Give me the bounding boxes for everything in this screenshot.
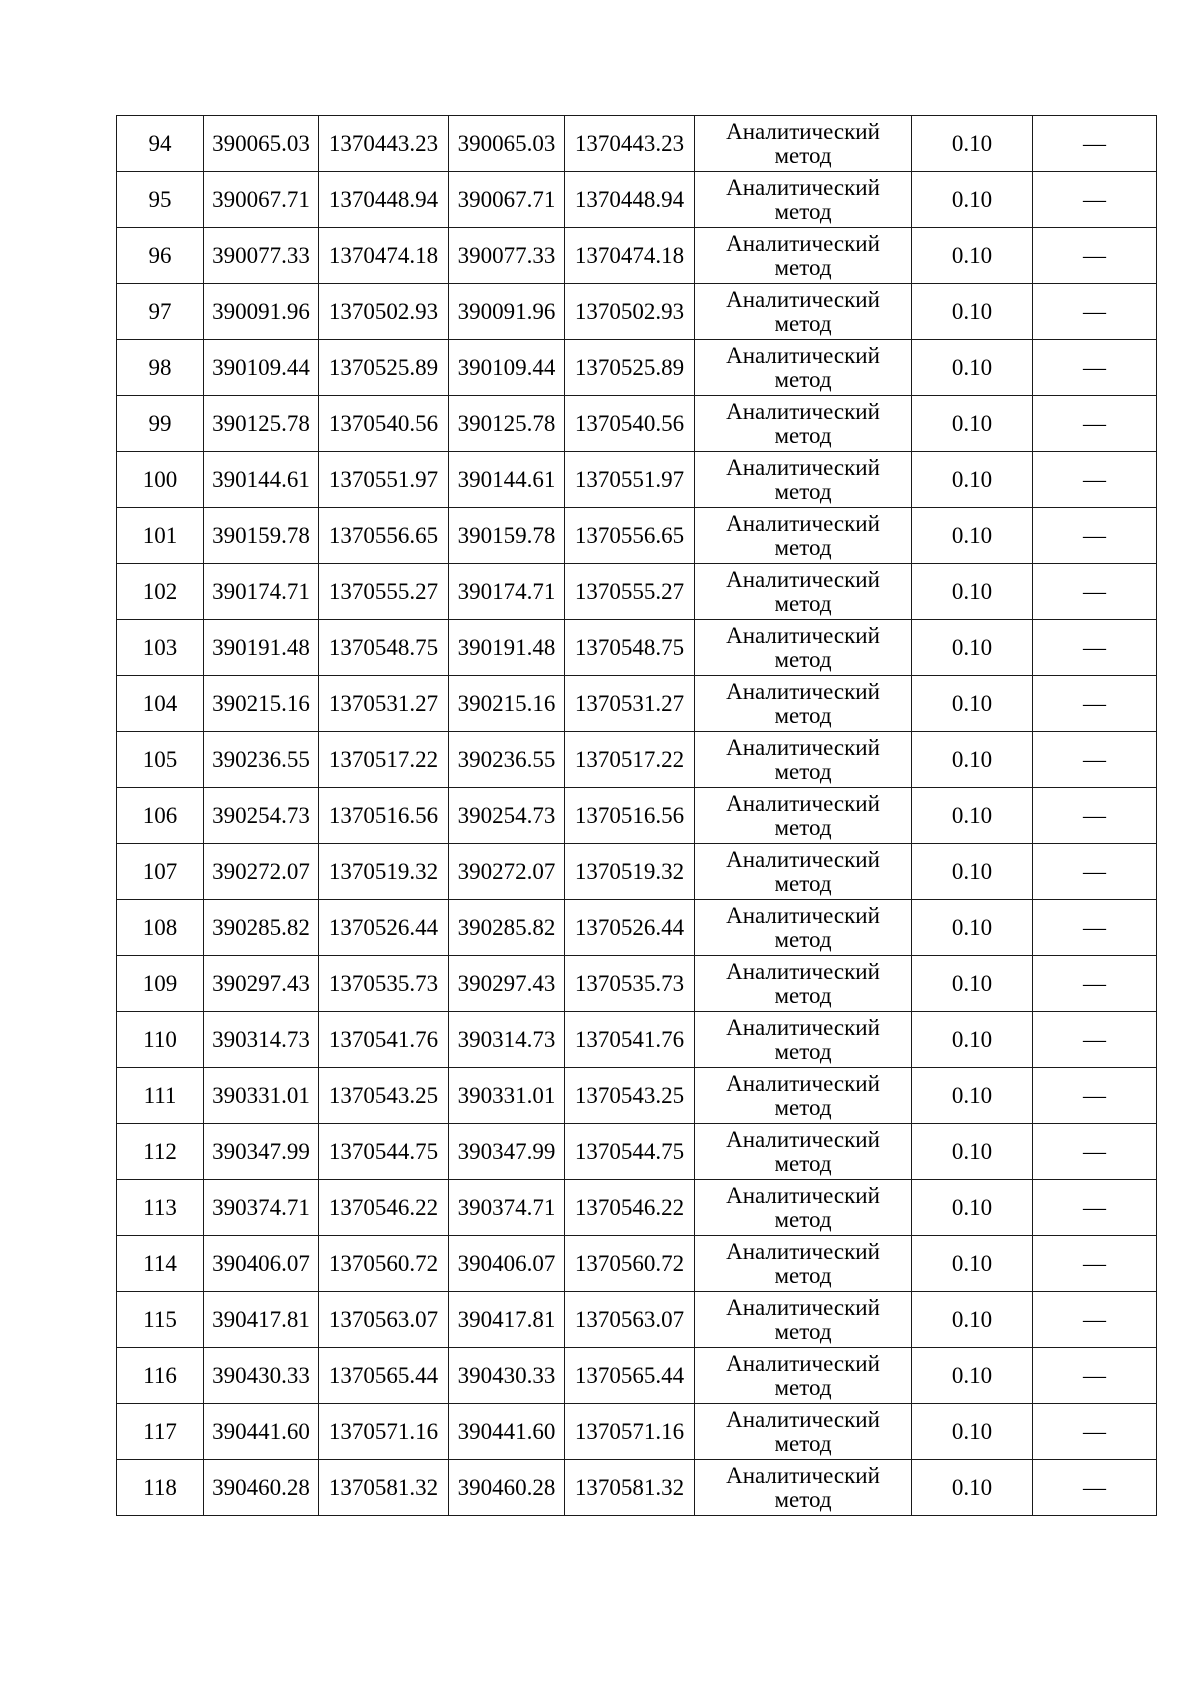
note-cell: — — [1033, 1068, 1157, 1124]
method-text: Аналитический метод — [726, 902, 880, 952]
method-text: Аналитический метод — [726, 790, 880, 840]
y-specified-cell: 1370443.23 — [565, 116, 695, 172]
y-existing-cell: 1370531.27 — [319, 676, 449, 732]
method-text: Аналитический метод — [726, 846, 880, 896]
x-existing-cell: 390109.44 — [204, 340, 319, 396]
accuracy-cell: 0.10 — [912, 396, 1033, 452]
note-cell: — — [1033, 340, 1157, 396]
x-specified-cell: 390285.82 — [449, 900, 565, 956]
point-number-cell: 102 — [117, 564, 204, 620]
note-cell: — — [1033, 900, 1157, 956]
y-specified-cell: 1370544.75 — [565, 1124, 695, 1180]
accuracy-cell: 0.10 — [912, 172, 1033, 228]
point-number-cell: 105 — [117, 732, 204, 788]
point-number-cell: 97 — [117, 284, 204, 340]
accuracy-cell: 0.10 — [912, 340, 1033, 396]
note-cell: — — [1033, 284, 1157, 340]
y-existing-cell: 1370526.44 — [319, 900, 449, 956]
note-cell: — — [1033, 564, 1157, 620]
accuracy-cell: 0.10 — [912, 732, 1033, 788]
method-text: Аналитический метод — [726, 1406, 880, 1456]
x-specified-cell: 390297.43 — [449, 956, 565, 1012]
table-row — [117, 788, 1157, 844]
point-number-cell: 94 — [117, 116, 204, 172]
accuracy-cell: 0.10 — [912, 1236, 1033, 1292]
method-cell — [695, 228, 912, 284]
method-cell — [695, 788, 912, 844]
y-specified-cell: 1370541.76 — [565, 1012, 695, 1068]
method-cell — [695, 1124, 912, 1180]
x-specified-cell: 390331.01 — [449, 1068, 565, 1124]
method-cell — [695, 564, 912, 620]
x-existing-cell: 390374.71 — [204, 1180, 319, 1236]
y-specified-cell: 1370556.65 — [565, 508, 695, 564]
note-cell: — — [1033, 788, 1157, 844]
method-cell — [695, 508, 912, 564]
method-text: Аналитический метод — [726, 398, 880, 448]
point-number-cell: 116 — [117, 1348, 204, 1404]
y-existing-cell: 1370448.94 — [319, 172, 449, 228]
x-existing-cell: 390430.33 — [204, 1348, 319, 1404]
method-text: Аналитический метод — [726, 1238, 880, 1288]
x-existing-cell: 390191.48 — [204, 620, 319, 676]
x-specified-cell: 390236.55 — [449, 732, 565, 788]
y-specified-cell: 1370546.22 — [565, 1180, 695, 1236]
table-row — [117, 900, 1157, 956]
x-existing-cell: 390159.78 — [204, 508, 319, 564]
table-row — [117, 228, 1157, 284]
method-text: Аналитический метод — [726, 1294, 880, 1344]
note-cell: — — [1033, 116, 1157, 172]
x-existing-cell: 390125.78 — [204, 396, 319, 452]
method-cell — [695, 620, 912, 676]
x-specified-cell: 390065.03 — [449, 116, 565, 172]
method-cell — [695, 732, 912, 788]
table-row — [117, 116, 1157, 172]
accuracy-cell: 0.10 — [912, 788, 1033, 844]
accuracy-cell: 0.10 — [912, 676, 1033, 732]
accuracy-cell: 0.10 — [912, 956, 1033, 1012]
y-existing-cell: 1370525.89 — [319, 340, 449, 396]
method-text: Аналитический метод — [726, 1070, 880, 1120]
note-cell: — — [1033, 1348, 1157, 1404]
accuracy-cell: 0.10 — [912, 116, 1033, 172]
point-number-cell: 96 — [117, 228, 204, 284]
method-text: Аналитический метод — [726, 566, 880, 616]
table-row — [117, 172, 1157, 228]
y-existing-cell: 1370502.93 — [319, 284, 449, 340]
table-row — [117, 396, 1157, 452]
y-specified-cell: 1370448.94 — [565, 172, 695, 228]
y-specified-cell: 1370548.75 — [565, 620, 695, 676]
coordinates-table — [116, 115, 1157, 1516]
point-number-cell: 109 — [117, 956, 204, 1012]
x-existing-cell: 390272.07 — [204, 844, 319, 900]
y-existing-cell: 1370540.56 — [319, 396, 449, 452]
accuracy-cell: 0.10 — [912, 1292, 1033, 1348]
y-existing-cell: 1370556.65 — [319, 508, 449, 564]
table-row — [117, 340, 1157, 396]
note-cell: — — [1033, 228, 1157, 284]
note-cell: — — [1033, 1236, 1157, 1292]
x-specified-cell: 390406.07 — [449, 1236, 565, 1292]
accuracy-cell: 0.10 — [912, 1460, 1033, 1516]
table-row — [117, 1012, 1157, 1068]
x-specified-cell: 390374.71 — [449, 1180, 565, 1236]
table-row — [117, 1348, 1157, 1404]
point-number-cell: 99 — [117, 396, 204, 452]
y-existing-cell: 1370548.75 — [319, 620, 449, 676]
y-existing-cell: 1370555.27 — [319, 564, 449, 620]
x-existing-cell: 390067.71 — [204, 172, 319, 228]
table-row — [117, 1292, 1157, 1348]
x-existing-cell: 390460.28 — [204, 1460, 319, 1516]
x-specified-cell: 390347.99 — [449, 1124, 565, 1180]
x-specified-cell: 390441.60 — [449, 1404, 565, 1460]
y-specified-cell: 1370565.44 — [565, 1348, 695, 1404]
y-specified-cell: 1370581.32 — [565, 1460, 695, 1516]
point-number-cell: 115 — [117, 1292, 204, 1348]
method-text: Аналитический метод — [726, 1126, 880, 1176]
point-number-cell: 117 — [117, 1404, 204, 1460]
x-existing-cell: 390065.03 — [204, 116, 319, 172]
x-specified-cell: 390067.71 — [449, 172, 565, 228]
method-cell — [695, 1068, 912, 1124]
x-specified-cell: 390091.96 — [449, 284, 565, 340]
y-existing-cell: 1370443.23 — [319, 116, 449, 172]
accuracy-cell: 0.10 — [912, 1348, 1033, 1404]
method-text: Аналитический метод — [726, 230, 880, 280]
table-row — [117, 1236, 1157, 1292]
method-text: Аналитический метод — [726, 342, 880, 392]
note-cell: — — [1033, 844, 1157, 900]
point-number-cell: 101 — [117, 508, 204, 564]
y-specified-cell: 1370563.07 — [565, 1292, 695, 1348]
method-text: Аналитический метод — [726, 454, 880, 504]
note-cell: — — [1033, 732, 1157, 788]
y-specified-cell: 1370543.25 — [565, 1068, 695, 1124]
x-existing-cell: 390144.61 — [204, 452, 319, 508]
method-text: Аналитический метод — [726, 734, 880, 784]
y-specified-cell: 1370517.22 — [565, 732, 695, 788]
x-specified-cell: 390272.07 — [449, 844, 565, 900]
y-specified-cell: 1370531.27 — [565, 676, 695, 732]
method-cell — [695, 900, 912, 956]
x-existing-cell: 390077.33 — [204, 228, 319, 284]
method-text: Аналитический метод — [726, 1350, 880, 1400]
x-specified-cell: 390314.73 — [449, 1012, 565, 1068]
accuracy-cell: 0.10 — [912, 1404, 1033, 1460]
method-text: Аналитический метод — [726, 1462, 880, 1512]
x-existing-cell: 390314.73 — [204, 1012, 319, 1068]
point-number-cell: 113 — [117, 1180, 204, 1236]
y-specified-cell: 1370474.18 — [565, 228, 695, 284]
note-cell: — — [1033, 396, 1157, 452]
table-row — [117, 620, 1157, 676]
y-specified-cell: 1370516.56 — [565, 788, 695, 844]
note-cell: — — [1033, 1012, 1157, 1068]
table-row — [117, 1068, 1157, 1124]
table-row — [117, 452, 1157, 508]
x-existing-cell: 390347.99 — [204, 1124, 319, 1180]
x-existing-cell: 390215.16 — [204, 676, 319, 732]
method-cell — [695, 1292, 912, 1348]
table-row — [117, 676, 1157, 732]
x-existing-cell: 390236.55 — [204, 732, 319, 788]
point-number-cell: 95 — [117, 172, 204, 228]
y-existing-cell: 1370571.16 — [319, 1404, 449, 1460]
note-cell: — — [1033, 1460, 1157, 1516]
note-cell: — — [1033, 620, 1157, 676]
method-cell — [695, 956, 912, 1012]
x-specified-cell: 390159.78 — [449, 508, 565, 564]
accuracy-cell: 0.10 — [912, 1068, 1033, 1124]
table-row — [117, 732, 1157, 788]
table-body — [117, 116, 1157, 1516]
accuracy-cell: 0.10 — [912, 844, 1033, 900]
x-specified-cell: 390254.73 — [449, 788, 565, 844]
y-specified-cell: 1370519.32 — [565, 844, 695, 900]
accuracy-cell: 0.10 — [912, 228, 1033, 284]
method-text: Аналитический метод — [726, 510, 880, 560]
y-existing-cell: 1370560.72 — [319, 1236, 449, 1292]
method-cell — [695, 396, 912, 452]
method-cell — [695, 1180, 912, 1236]
method-cell — [695, 1404, 912, 1460]
table-row — [117, 844, 1157, 900]
y-specified-cell: 1370502.93 — [565, 284, 695, 340]
point-number-cell: 98 — [117, 340, 204, 396]
point-number-cell: 112 — [117, 1124, 204, 1180]
note-cell: — — [1033, 1180, 1157, 1236]
x-existing-cell: 390417.81 — [204, 1292, 319, 1348]
method-cell — [695, 1460, 912, 1516]
note-cell: — — [1033, 172, 1157, 228]
y-existing-cell: 1370551.97 — [319, 452, 449, 508]
note-cell: — — [1033, 452, 1157, 508]
point-number-cell: 103 — [117, 620, 204, 676]
method-text: Аналитический метод — [726, 1182, 880, 1232]
x-specified-cell: 390215.16 — [449, 676, 565, 732]
x-existing-cell: 390331.01 — [204, 1068, 319, 1124]
note-cell: — — [1033, 676, 1157, 732]
accuracy-cell: 0.10 — [912, 1012, 1033, 1068]
method-cell — [695, 340, 912, 396]
x-existing-cell: 390254.73 — [204, 788, 319, 844]
x-specified-cell: 390417.81 — [449, 1292, 565, 1348]
y-specified-cell: 1370540.56 — [565, 396, 695, 452]
point-number-cell: 108 — [117, 900, 204, 956]
x-existing-cell: 390174.71 — [204, 564, 319, 620]
method-text: Аналитический метод — [726, 678, 880, 728]
method-text: Аналитический метод — [726, 286, 880, 336]
point-number-cell: 107 — [117, 844, 204, 900]
point-number-cell: 110 — [117, 1012, 204, 1068]
y-existing-cell: 1370516.56 — [319, 788, 449, 844]
y-specified-cell: 1370526.44 — [565, 900, 695, 956]
method-cell — [695, 1236, 912, 1292]
table-row — [117, 284, 1157, 340]
accuracy-cell: 0.10 — [912, 900, 1033, 956]
point-number-cell: 111 — [117, 1068, 204, 1124]
accuracy-cell: 0.10 — [912, 564, 1033, 620]
x-existing-cell: 390406.07 — [204, 1236, 319, 1292]
y-specified-cell: 1370571.16 — [565, 1404, 695, 1460]
method-cell — [695, 1348, 912, 1404]
method-text: Аналитический метод — [726, 1014, 880, 1064]
method-cell — [695, 452, 912, 508]
y-specified-cell: 1370535.73 — [565, 956, 695, 1012]
x-specified-cell: 390109.44 — [449, 340, 565, 396]
table-row — [117, 1180, 1157, 1236]
y-existing-cell: 1370474.18 — [319, 228, 449, 284]
y-existing-cell: 1370543.25 — [319, 1068, 449, 1124]
x-specified-cell: 390191.48 — [449, 620, 565, 676]
x-specified-cell: 390430.33 — [449, 1348, 565, 1404]
method-cell — [695, 1012, 912, 1068]
note-cell: — — [1033, 508, 1157, 564]
method-cell — [695, 844, 912, 900]
y-specified-cell: 1370555.27 — [565, 564, 695, 620]
accuracy-cell: 0.10 — [912, 1180, 1033, 1236]
y-specified-cell: 1370551.97 — [565, 452, 695, 508]
method-text: Аналитический метод — [726, 118, 880, 168]
method-text: Аналитический метод — [726, 174, 880, 224]
x-specified-cell: 390174.71 — [449, 564, 565, 620]
note-cell: — — [1033, 1124, 1157, 1180]
point-number-cell: 104 — [117, 676, 204, 732]
accuracy-cell: 0.10 — [912, 620, 1033, 676]
method-cell — [695, 116, 912, 172]
y-existing-cell: 1370563.07 — [319, 1292, 449, 1348]
y-existing-cell: 1370565.44 — [319, 1348, 449, 1404]
accuracy-cell: 0.10 — [912, 1124, 1033, 1180]
table-row — [117, 508, 1157, 564]
y-existing-cell: 1370535.73 — [319, 956, 449, 1012]
x-existing-cell: 390297.43 — [204, 956, 319, 1012]
method-text: Аналитический метод — [726, 958, 880, 1008]
y-existing-cell: 1370519.32 — [319, 844, 449, 900]
note-cell: — — [1033, 1404, 1157, 1460]
accuracy-cell: 0.10 — [912, 284, 1033, 340]
x-specified-cell: 390144.61 — [449, 452, 565, 508]
accuracy-cell: 0.10 — [912, 452, 1033, 508]
x-existing-cell: 390285.82 — [204, 900, 319, 956]
x-specified-cell: 390125.78 — [449, 396, 565, 452]
y-specified-cell: 1370560.72 — [565, 1236, 695, 1292]
method-text: Аналитический метод — [726, 622, 880, 672]
y-existing-cell: 1370541.76 — [319, 1012, 449, 1068]
x-existing-cell: 390441.60 — [204, 1404, 319, 1460]
y-specified-cell: 1370525.89 — [565, 340, 695, 396]
method-cell — [695, 172, 912, 228]
table-row — [117, 1404, 1157, 1460]
note-cell: — — [1033, 956, 1157, 1012]
y-existing-cell: 1370546.22 — [319, 1180, 449, 1236]
y-existing-cell: 1370581.32 — [319, 1460, 449, 1516]
note-cell: — — [1033, 1292, 1157, 1348]
table-row — [117, 1460, 1157, 1516]
x-specified-cell: 390460.28 — [449, 1460, 565, 1516]
table-row — [117, 956, 1157, 1012]
point-number-cell: 106 — [117, 788, 204, 844]
table-row — [117, 564, 1157, 620]
y-existing-cell: 1370544.75 — [319, 1124, 449, 1180]
point-number-cell: 100 — [117, 452, 204, 508]
y-existing-cell: 1370517.22 — [319, 732, 449, 788]
method-cell — [695, 676, 912, 732]
point-number-cell: 114 — [117, 1236, 204, 1292]
method-cell — [695, 284, 912, 340]
x-specified-cell: 390077.33 — [449, 228, 565, 284]
table-row — [117, 1124, 1157, 1180]
x-existing-cell: 390091.96 — [204, 284, 319, 340]
accuracy-cell: 0.10 — [912, 508, 1033, 564]
point-number-cell: 118 — [117, 1460, 204, 1516]
